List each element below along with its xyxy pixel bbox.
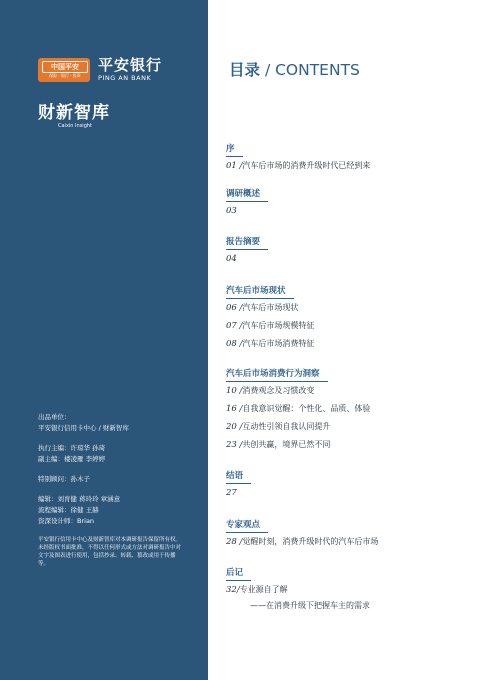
credits-publisher: 平安银行信用卡中心 / 财新智库 xyxy=(38,424,129,432)
bank-name-en: PING AN BANK xyxy=(98,74,152,82)
toc-section-heading[interactable]: 调研概述 xyxy=(226,188,268,202)
toc-entry-text: 觉醒时刻，消费升级时代的汽车后市场 xyxy=(242,537,379,546)
toc-entry[interactable] xyxy=(226,382,370,400)
toc-panel xyxy=(208,0,481,680)
toc-entry[interactable] xyxy=(226,484,251,502)
pingan-bank-logo xyxy=(98,56,162,83)
toc-section-afterword xyxy=(226,560,370,613)
toc-section-conclusion xyxy=(226,463,251,502)
caixin-insight-logo xyxy=(38,103,110,130)
page-title-separator: / xyxy=(260,61,276,79)
toc-page-number: 16 / xyxy=(226,404,243,414)
toc-section-expert-views xyxy=(226,512,378,551)
toc-entry-text: 专业源自了解 xyxy=(239,585,288,594)
page-title-en: CONTENTS xyxy=(275,61,360,79)
toc-entry-subtitle[interactable] xyxy=(226,599,370,613)
china-pingan-logo xyxy=(38,58,90,82)
toc-page-number: 23 / xyxy=(226,440,243,450)
credits-process-editors: 流程编辑：徐健 王赫 xyxy=(38,506,99,514)
toc-section-summary xyxy=(226,229,268,268)
toc-page-number: 06 / xyxy=(226,303,243,313)
toc-section-heading[interactable]: 报告摘要 xyxy=(226,236,268,250)
toc-entry[interactable] xyxy=(226,299,314,317)
toc-page-number: 32/ xyxy=(226,585,240,595)
toc-entry[interactable] xyxy=(226,418,370,436)
toc-entry-text: 互动性引领自我认同提升 xyxy=(242,422,331,431)
toc-section-heading[interactable]: 汽车后市场现状 xyxy=(226,285,294,299)
credits xyxy=(38,412,188,568)
toc-section-heading[interactable]: 结语 xyxy=(226,470,251,484)
toc-section-heading[interactable]: 序 xyxy=(226,143,243,157)
bank-name-zh: 平安银行 xyxy=(98,56,163,74)
toc-entry[interactable] xyxy=(226,317,314,335)
toc-entry-text: ——在消费升级下把握车主的需求 xyxy=(250,601,370,610)
toc-page-number: 10 / xyxy=(226,386,243,396)
copyright-disclaimer: 平安银行信用卡中心及财新智库对本调研报告保留所有权。未经版权书面批准，不得以任何形式或方法对调研报告中对文字及图表进行使用，包括抄录、转载、篡改或用于传播等。 xyxy=(38,537,182,567)
toc-section-heading[interactable]: 专家观点 xyxy=(226,519,268,533)
toc-section-heading[interactable]: 后记 xyxy=(226,567,251,581)
toc-page-number: 01 / xyxy=(226,161,243,171)
toc-entry-text: 汽车后市场现状 xyxy=(242,303,299,312)
page-title-zh: 目录 xyxy=(229,61,261,79)
toc-entry[interactable] xyxy=(226,436,370,454)
toc-entry[interactable] xyxy=(226,533,378,551)
sidebar xyxy=(0,0,208,680)
logo-block xyxy=(38,58,188,86)
toc-section-heading[interactable]: 汽车后市场消费行为洞察 xyxy=(226,368,328,382)
toc-entry[interactable] xyxy=(226,250,268,268)
toc-page-number: 04 xyxy=(226,254,237,264)
toc-page-number: 08 / xyxy=(226,339,243,349)
credits-deputy-editor: 副主编：楼凌雁 李婷婷 xyxy=(38,455,106,463)
toc-entry[interactable] xyxy=(226,335,314,353)
toc-section-market-status xyxy=(226,278,314,353)
china-pingan-logo-text: 中国平安 xyxy=(42,61,88,73)
caixin-name-zh: 财新智库 xyxy=(38,103,110,123)
toc-page-number: 20 / xyxy=(226,422,243,432)
credits-publisher-label: 出品单位： xyxy=(38,413,71,421)
page-title xyxy=(229,58,360,80)
toc-page-number: 28 / xyxy=(226,537,243,547)
toc-entry-text: 自我意识觉醒：个性化、品质、体验 xyxy=(242,404,371,413)
toc-entry-text: 汽车后市场规模特征 xyxy=(242,321,315,330)
toc-entry-text: 汽车后市场的消费升级时代已经到来 xyxy=(242,161,371,170)
toc-entry[interactable] xyxy=(226,202,268,220)
toc-entry[interactable] xyxy=(226,400,370,418)
caixin-name-en: Caixin Insight xyxy=(58,123,92,129)
credits-advisor: 特别顾问：孙木子 xyxy=(38,475,90,483)
china-pingan-logo-sub: 保险 · 银行 · 投资 xyxy=(49,73,81,78)
toc-page-number: 07 / xyxy=(226,321,243,331)
toc-entry-text: 消费观念及习惯改变 xyxy=(242,386,315,395)
toc-entry-text: 共创共赢，境界已然不同 xyxy=(242,440,331,449)
toc-page-number: 27 xyxy=(226,488,237,498)
toc-page-number: 03 xyxy=(226,206,237,216)
credits-designer: 资深设计师：Brian xyxy=(38,517,95,525)
toc-section-overview xyxy=(226,181,268,220)
toc-entry[interactable] xyxy=(226,157,370,175)
toc-section-preface xyxy=(226,136,370,175)
credits-editors: 编辑：刘育健 蒋玲玲 章涵意 xyxy=(38,495,121,503)
toc-entry[interactable] xyxy=(226,581,370,599)
toc-section-consumer-insights xyxy=(226,361,370,454)
credits-executive-editor: 执行主编：许琼华 孙琦 xyxy=(38,444,106,452)
toc-entry-text: 汽车后市场消费特征 xyxy=(242,339,315,348)
